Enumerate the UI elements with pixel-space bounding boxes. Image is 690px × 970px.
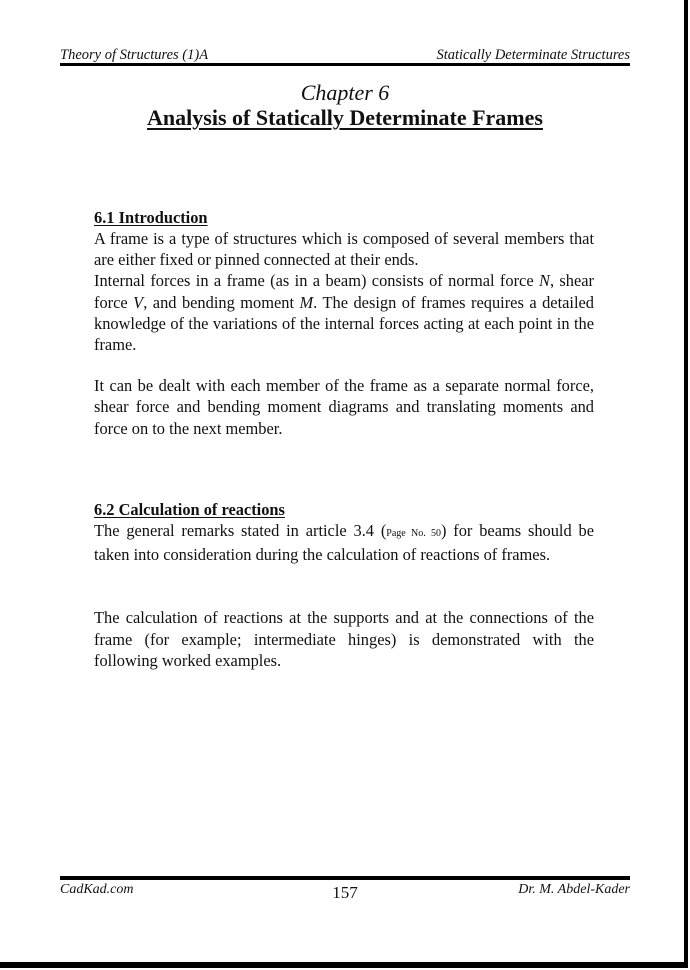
footer-website: CadKad.com (60, 882, 134, 897)
paragraph: The calculation of reactions at the supports and at the connections of the frame (for example; intermediate hinges) is demonstrated with the following worked examples. (94, 608, 594, 670)
paragraph: A frame is a type of structures which is composed of several members that are either fixed or pinned connected at their ends. (94, 229, 594, 270)
page-reference: Page No. 50 (386, 528, 441, 539)
header-course-title: Theory of Structures (1)A (60, 47, 209, 63)
footer-author: Dr. M. Abdel-Kader (518, 882, 630, 897)
section-calculation-of-reactions (94, 499, 594, 671)
chapter-title-text: Analysis of Statically Determinate Frames (147, 105, 543, 130)
running-header (60, 47, 630, 63)
section-introduction (94, 207, 594, 439)
paragraph: Internal forces in a frame (as in a beam) consists of normal force N, shear force V, and bending moment M. The design of frames requires a detailed knowledge of the variations of the internal forces acting at each point in the frame. (94, 271, 595, 355)
footer-rule (60, 876, 630, 880)
header-rule (60, 63, 630, 66)
paragraph: The general remarks stated in article 3.4 (Page No. 50) for beams should be taken into consideration during the calculation of reactions of frames. (94, 521, 594, 565)
page-number: 157 (332, 883, 358, 902)
header-topic-title: Statically Determinate Structures (436, 47, 630, 63)
section-heading: 6.1 Introduction (94, 208, 208, 227)
chapter-label: Chapter 6 (300, 80, 390, 105)
chapter-title (0, 105, 690, 131)
paragraph: It can be dealt with each member of the frame as a separate normal force, shear force and bending moment diagrams and translating moments and force on to the next member. (94, 376, 594, 438)
section-heading: 6.2 Calculation of reactions (94, 500, 285, 519)
